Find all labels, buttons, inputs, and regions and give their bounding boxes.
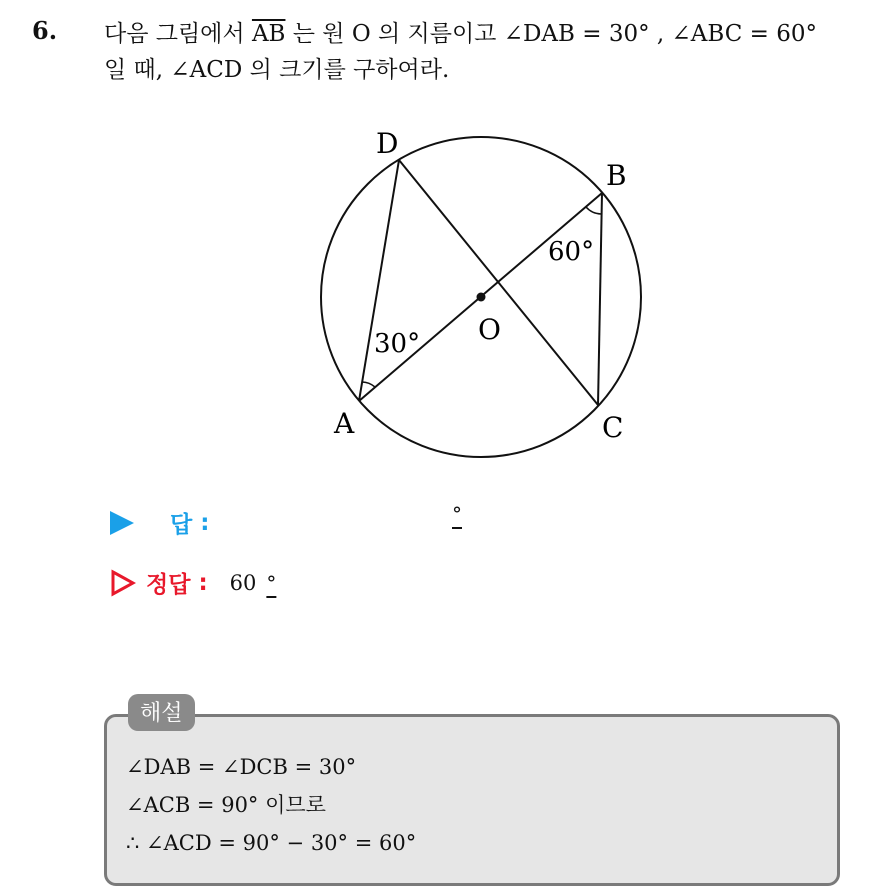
chord-bc: [598, 193, 602, 405]
correct-value: 60: [229, 570, 257, 595]
angle-label-b: 60°: [548, 237, 595, 267]
answer-arrow-icon: [110, 511, 134, 535]
center-point: [477, 293, 486, 302]
segment-ab: $\overline{AB}$: [251, 21, 286, 47]
solution-line-3: ∴ ∠ACD = 90° − 30° = 60°: [126, 831, 417, 855]
correct-colon: :: [198, 569, 208, 596]
question-line-2: 일 때, ∠ACD 의 크기를 구하여라.: [104, 57, 450, 83]
correct-answer-row: [110, 566, 276, 599]
label-a: A: [334, 407, 355, 440]
label-c: C: [602, 411, 624, 444]
question-line-1: [104, 16, 874, 52]
question-number: 6.: [32, 16, 58, 45]
chord-dc: [399, 160, 598, 405]
label-b: B: [606, 159, 627, 192]
correct-arrow-icon: [110, 569, 136, 597]
solution-line-1: ∠DAB = ∠DCB = 30°: [126, 755, 357, 779]
label-o: O: [478, 313, 501, 346]
angle-label-a: 30°: [374, 329, 421, 359]
solution-lines: [126, 748, 416, 862]
label-d: D: [376, 127, 399, 160]
correct-unit: °: [266, 570, 277, 595]
question-text: [104, 16, 874, 88]
angle-arc-a: [362, 382, 375, 387]
chord-da: [359, 160, 399, 401]
question-text-after: 는 원 O 의 지름이고 ∠DAB = 30° , ∠ABC = 60°: [285, 21, 817, 47]
answer-colon: :: [200, 509, 210, 536]
solution-tag: 해설: [128, 694, 195, 731]
question-text-before: 다음 그림에서: [104, 21, 252, 47]
solution-line-2: ∠ACB = 90° 이므로: [126, 793, 326, 817]
answer-label: 답: [170, 512, 193, 538]
answer-row: [110, 502, 462, 539]
answer-unit: °: [452, 502, 462, 526]
circle-figure: [300, 120, 660, 460]
angle-arc-b: [586, 207, 601, 214]
correct-label: 정답: [146, 572, 191, 598]
